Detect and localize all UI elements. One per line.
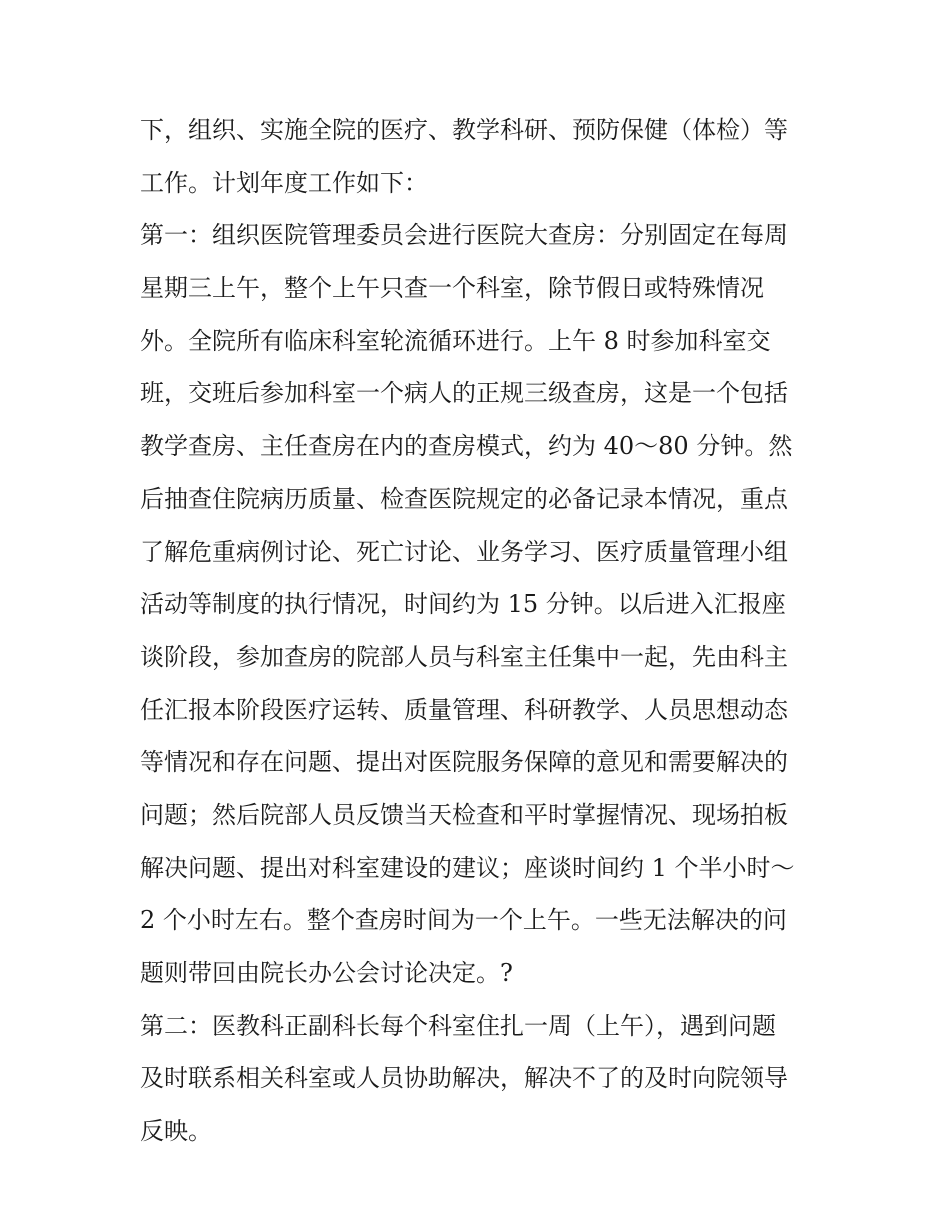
text-line: 教学查房、主任查房在内的查房模式，约为 40～80 分钟。然 (140, 432, 793, 461)
text-line: 活动等制度的执行情况，时间约为 15 分钟。以后进入汇报座 (140, 590, 786, 619)
text-line: 题则带回由院长办公会讨论决定。? (140, 959, 513, 987)
text-line: 任汇报本阶段医疗运转、质量管理、科研教学、人员思想动态 (140, 695, 788, 724)
text-line: 第二：医教科正副科长每个科室住扎一周（上午），遇到问题 (140, 1011, 776, 1040)
text-line: 星期三上午，整个上午只查一个科室，除节假日或特殊情况 (140, 274, 764, 303)
text-line: 工作。计划年度工作如下： (140, 168, 428, 197)
text-line: 解决问题、提出对科室建设的建议；座谈时间约 1 个半小时～ (140, 853, 795, 882)
text-line: 问题；然后院部人员反馈当天检查和平时掌握情况、现场拍板 (140, 800, 788, 829)
text-line: 2 个小时左右。整个查房时间为一个上午。一些无法解决的问 (140, 906, 787, 935)
text-line: 班，交班后参加科室一个病人的正规三级查房，这是一个包括 (140, 379, 788, 408)
text-line: 等情况和存在问题、提出对医院服务保障的意见和需要解决的 (140, 748, 788, 777)
text-line: 下，组织、实施全院的医疗、教学科研、预防保健（体检）等 (140, 116, 788, 144)
text-line: 外。全院所有临床科室轮流循环进行。上午 8 时参加科室交 (140, 326, 771, 355)
document-body (140, 104, 830, 1158)
text-line: 了解危重病例讨论、死亡讨论、业务学习、医疗质量管理小组 (140, 537, 788, 566)
text-line: 谈阶段，参加查房的院部人员与科室主任集中一起，先由科主 (140, 642, 788, 671)
text-line: 及时联系相关科室或人员协助解决，解决不了的及时向院领导 (140, 1064, 788, 1093)
text-line: 后抽查住院病历质量、检查医院规定的必备记录本情况，重点 (140, 484, 788, 513)
text-line: 第一：组织医院管理委员会进行医院大查房：分别固定在每周 (140, 221, 788, 250)
text-line: 反映。 (140, 1117, 212, 1146)
